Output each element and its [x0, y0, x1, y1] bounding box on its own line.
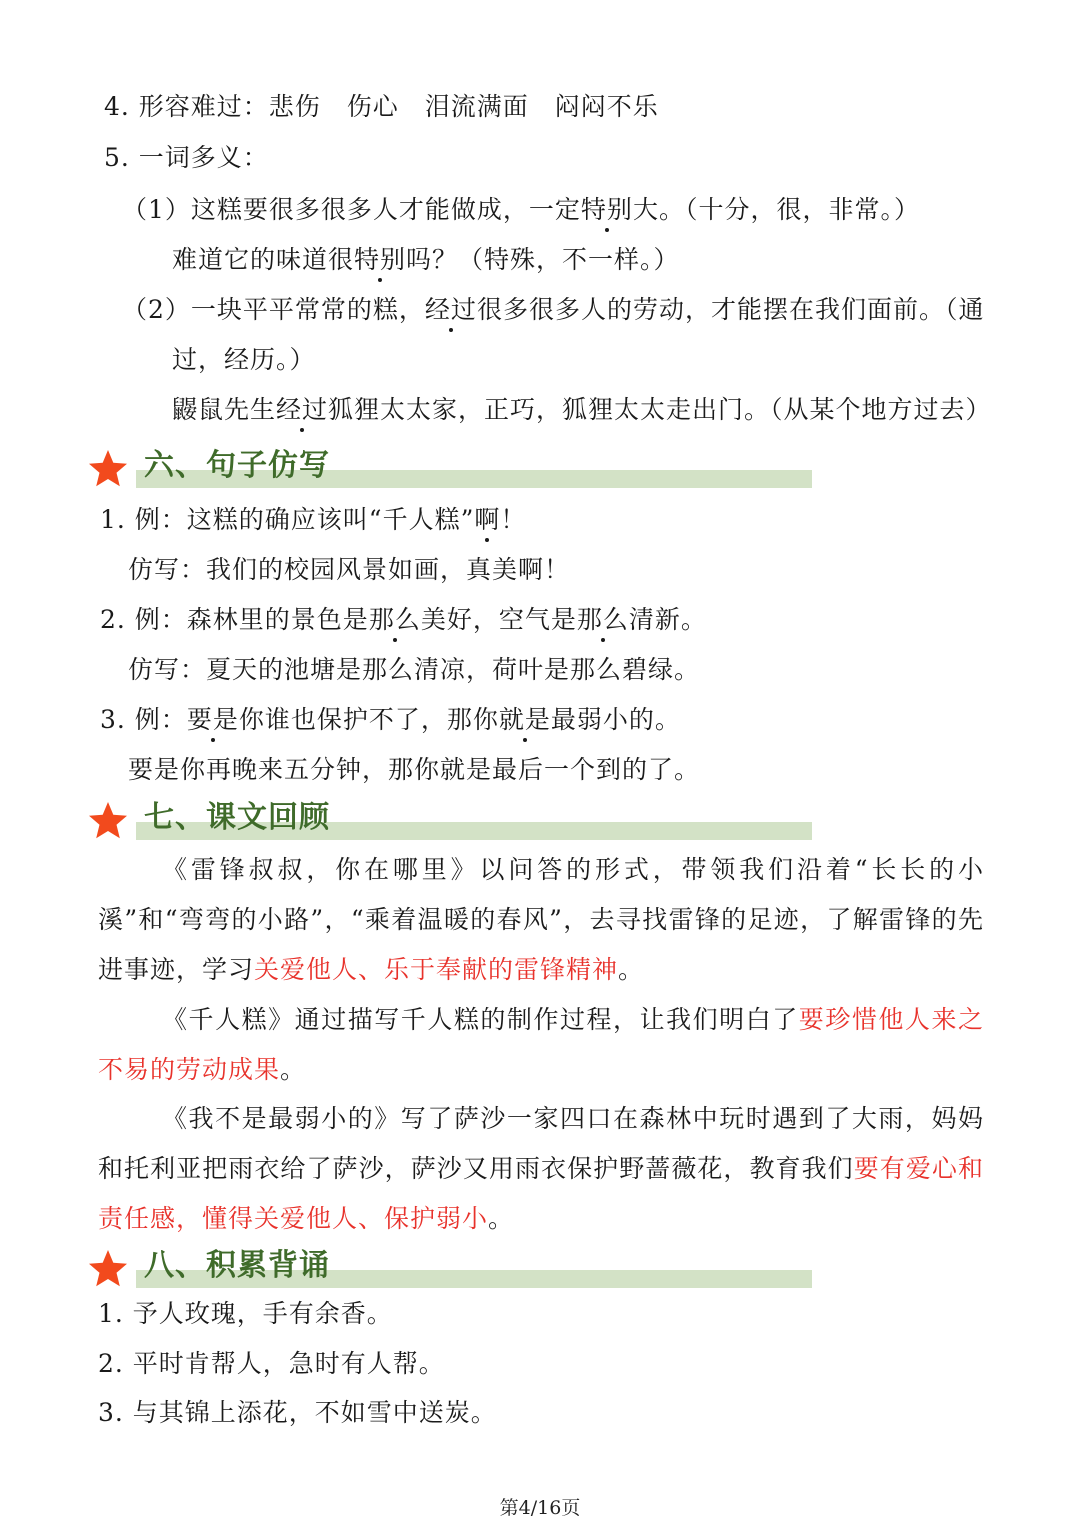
review-paragraph-1 — [98, 845, 984, 995]
page-number: 第4/16页 — [499, 1497, 581, 1519]
section-header-7 — [88, 800, 818, 844]
polysemy-2-example-a-cont: 过，经历。） — [172, 345, 316, 374]
section-header-8 — [88, 1248, 818, 1292]
review-paragraph-2 — [98, 995, 984, 1095]
text-segment: 狐狸太太家，正巧，狐狸太太走出门。（从某个地方过去） — [328, 395, 992, 424]
section-title: 六、句子仿写 — [144, 448, 330, 483]
text-segment: 《雷锋叔叔，你在哪里》以问答的形式，带领我们沿着“长长的小溪”和“弯弯的小路”，“乘着温暖的春风”，去寻找雷锋的足迹，了解雷锋的先进事迹，学习 — [98, 855, 984, 984]
text-segment: 鼹鼠先生 — [172, 395, 277, 424]
emphasized-word: 那么 — [576, 605, 629, 634]
recite-item-3: 3. 与其锦上添花，不如雪中送炭。 — [98, 1398, 497, 1427]
imitate-3-answer: 要是你再晚来五分钟，那你就是最后一个到的了。 — [128, 755, 701, 784]
review-paragraph-3 — [98, 1094, 984, 1244]
text-segment: 你谁也保护不了，那你 — [238, 705, 499, 734]
recite-item-1: 1. 予人玫瑰，手有余香。 — [98, 1299, 393, 1328]
text-segment: 吗？（特殊，不一样。） — [406, 245, 680, 274]
star-icon — [88, 448, 128, 488]
emphasized-word: 经过 — [424, 295, 477, 324]
text-segment: 《千人糕》通过描写千人糕的制作过程，让我们明白了 — [162, 1005, 799, 1034]
text-segment: 。 — [280, 1055, 307, 1084]
polysemy-2-example-b — [172, 393, 992, 427]
section-header-6 — [88, 448, 818, 492]
text-segment: 。 — [618, 955, 645, 984]
emphasized-word: 特别 — [354, 245, 407, 274]
star-icon — [88, 800, 128, 840]
emphasized-word: 特别 — [580, 195, 633, 224]
emphasized-word: 啊 — [474, 505, 501, 534]
polysemy-1-example-b — [172, 243, 680, 277]
section-title: 八、积累背诵 — [144, 1248, 330, 1283]
text-segment: 难道它的味道很 — [172, 245, 355, 274]
text-segment: 清新。 — [628, 605, 707, 634]
word-group-sad: 4. 形容难过：悲伤 伤心 泪流满面 闷闷不乐 — [104, 92, 659, 121]
imitate-2-answer: 仿写：夏天的池塘是那么清凉，荷叶是那么碧绿。 — [128, 655, 701, 684]
text-segment: 2. 例：森林里的景色是 — [100, 605, 369, 634]
imitate-3-example — [100, 703, 681, 737]
polysemy-2-example-a — [122, 293, 984, 327]
text-segment: 美好，空气是 — [420, 605, 577, 634]
text-segment: ！ — [500, 505, 527, 534]
emphasized-word: 那么 — [368, 605, 421, 634]
polysemy-1-example-a — [122, 193, 920, 227]
emphasized-word: 就是 — [498, 705, 551, 734]
key-point-highlight: 要珍惜他人来之不易的劳动成果 — [98, 1005, 984, 1084]
text-segment: 3. 例： — [100, 705, 187, 734]
polysemy-heading: 5. 一词多义： — [104, 143, 269, 172]
imitate-1-example — [100, 503, 526, 537]
imitate-2-example — [100, 603, 707, 637]
text-segment: 《我不是最弱小的》写了萨沙一家四口在森林中玩时遇到了大雨，妈妈和托利亚把雨衣给了萨沙，萨沙又用雨衣保护野蔷薇花，教育我们 — [98, 1104, 984, 1183]
text-segment: 。 — [488, 1204, 515, 1233]
section-title: 七、课文回顾 — [144, 800, 330, 835]
star-icon — [88, 1248, 128, 1288]
key-point-highlight: 关爱他人、乐于奉献的雷锋精神 — [254, 955, 619, 984]
emphasized-word: 经过 — [276, 395, 329, 424]
emphasized-word: 要是 — [186, 705, 239, 734]
text-segment: 大。（十分，很，非常。） — [632, 195, 920, 224]
recite-item-2: 2. 平时肯帮人，急时有人帮。 — [98, 1349, 445, 1378]
key-point-highlight: 要有爱心和责任感，懂得关爱他人、保护弱小 — [98, 1154, 984, 1233]
text-segment: （1）这糕要很多很多人才能做成，一定 — [122, 195, 581, 224]
text-segment: 最弱小的。 — [550, 705, 681, 734]
text-segment: 很多很多人的劳动，才能摆在我们面前。（通 — [476, 295, 985, 324]
text-segment: （2）一块平平常常的糕， — [122, 295, 425, 324]
imitate-1-answer: 仿写：我们的校园风景如画，真美啊！ — [128, 555, 571, 584]
text-segment: 1. 例：这糕的确应该叫“千人糕” — [100, 505, 475, 534]
